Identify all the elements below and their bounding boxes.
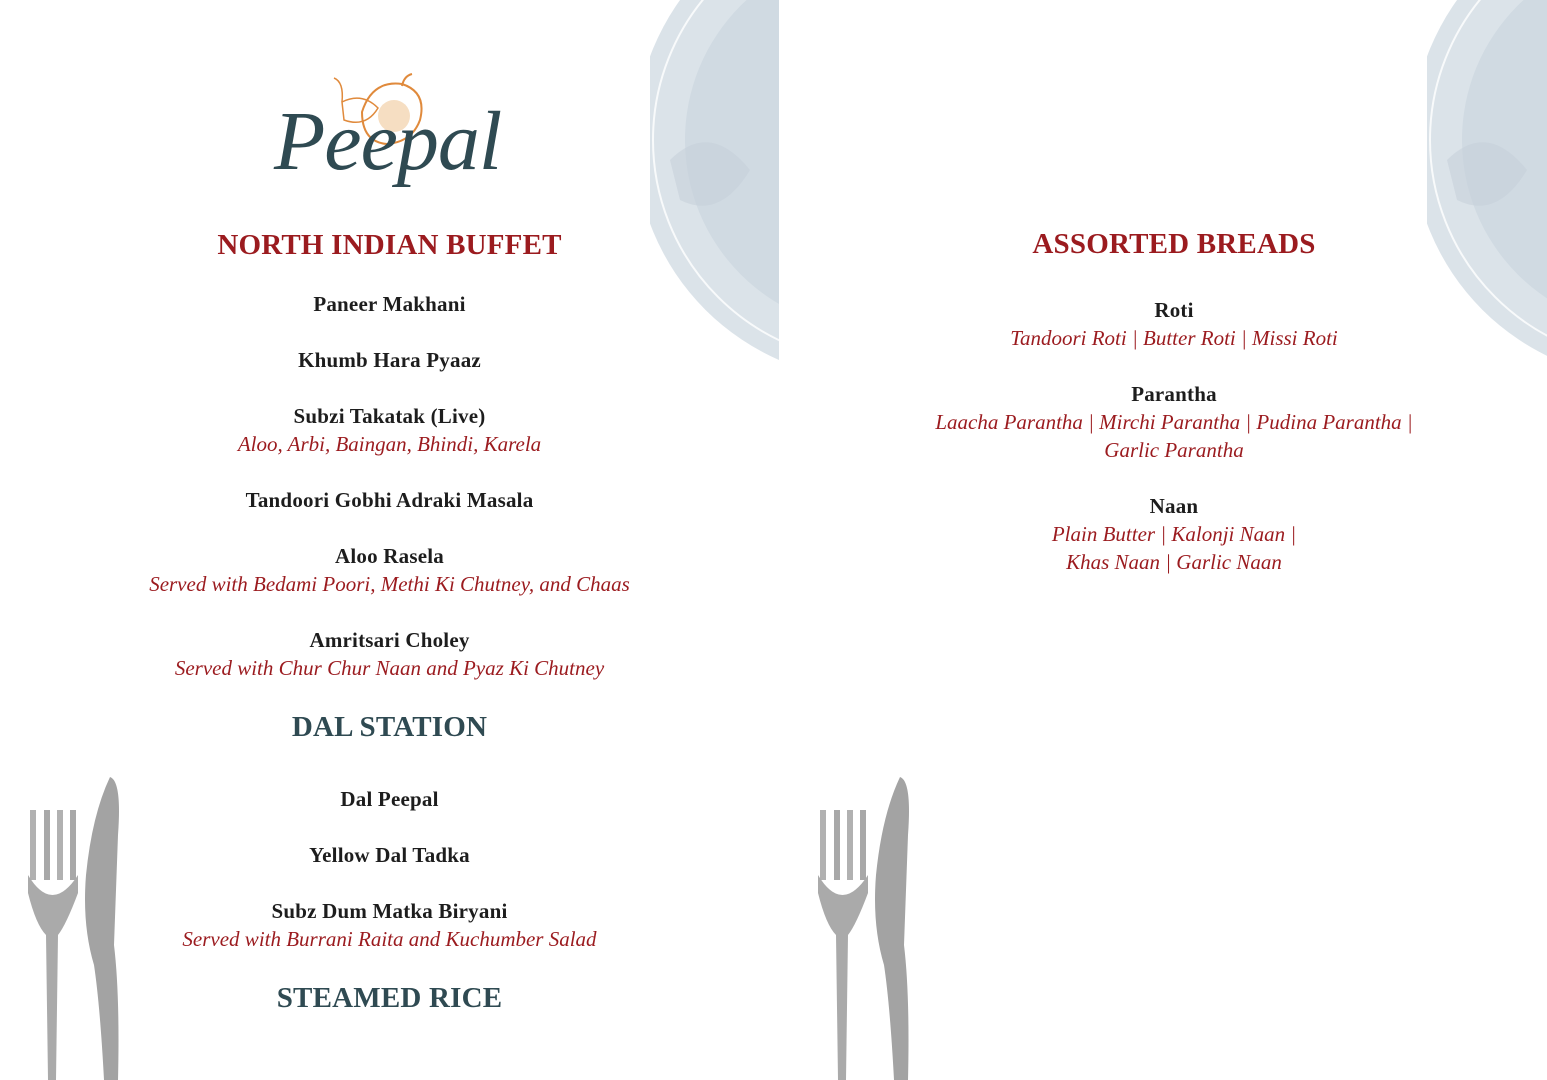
menu-page-right	[779, 0, 1547, 1080]
item-name: Subz Dum Matka Biryani	[271, 899, 508, 923]
item-name: Naan	[1149, 494, 1199, 518]
item-name: Subzi Takatak (Live)	[293, 404, 486, 428]
item-name: Amritsari Choley	[309, 628, 470, 652]
section-title-north-indian-buffet: NORTH INDIAN BUFFET	[217, 229, 562, 261]
item-description: Garlic Parantha	[1104, 438, 1244, 462]
menu-item	[0, 346, 779, 374]
section-title-steamed-rice: STEAMED RICE	[276, 982, 503, 1014]
section-title-dal-station: DAL STATION	[291, 711, 488, 743]
peepal-logo	[270, 72, 520, 202]
item-name: Dal Peepal	[340, 787, 439, 811]
menu-item	[0, 626, 779, 682]
menu-item	[0, 486, 779, 514]
item-name: Parantha	[1131, 382, 1217, 406]
menu-item	[779, 492, 1547, 576]
item-description: Aloo, Arbi, Baingan, Bhindi, Karela	[237, 432, 542, 456]
item-name: Roti	[1154, 298, 1194, 322]
menu-item	[0, 841, 779, 869]
item-name: Paneer Makhani	[313, 292, 466, 316]
brand-name: Peepal	[274, 95, 502, 188]
knife-icon	[875, 777, 909, 1080]
fork-icon	[818, 810, 868, 1080]
item-description: Tandoori Roti | Butter Roti | Missi Roti	[1010, 326, 1338, 350]
section-title-assorted-breads: ASSORTED BREADS	[1032, 228, 1316, 260]
item-name: Khumb Hara Pyaaz	[298, 348, 481, 372]
item-name: Tandoori Gobhi Adraki Masala	[245, 488, 534, 512]
item-name: Aloo Rasela	[335, 544, 444, 568]
item-description: Served with Burrani Raita and Kuchumber Salad	[182, 927, 597, 951]
menu-item	[779, 380, 1547, 464]
menu-item	[779, 296, 1547, 352]
plate-icon	[650, 0, 779, 380]
item-description: Laacha Parantha | Mirchi Parantha | Pudina Parantha |	[935, 410, 1413, 434]
item-description: Khas Naan | Garlic Naan	[1066, 550, 1282, 574]
menu-item	[0, 897, 779, 953]
item-description: Served with Chur Chur Naan and Pyaz Ki Chutney	[174, 656, 605, 680]
item-description: Served with Bedami Poori, Methi Ki Chutney, and Chaas	[149, 572, 630, 596]
menu-item	[0, 785, 779, 813]
item-name: Yellow Dal Tadka	[309, 843, 470, 867]
item-description: Plain Butter | Kalonji Naan |	[1051, 522, 1297, 546]
cutlery-icon	[812, 775, 922, 1080]
menu-item	[0, 290, 779, 318]
menu-item	[0, 402, 779, 458]
menu-item	[0, 542, 779, 598]
